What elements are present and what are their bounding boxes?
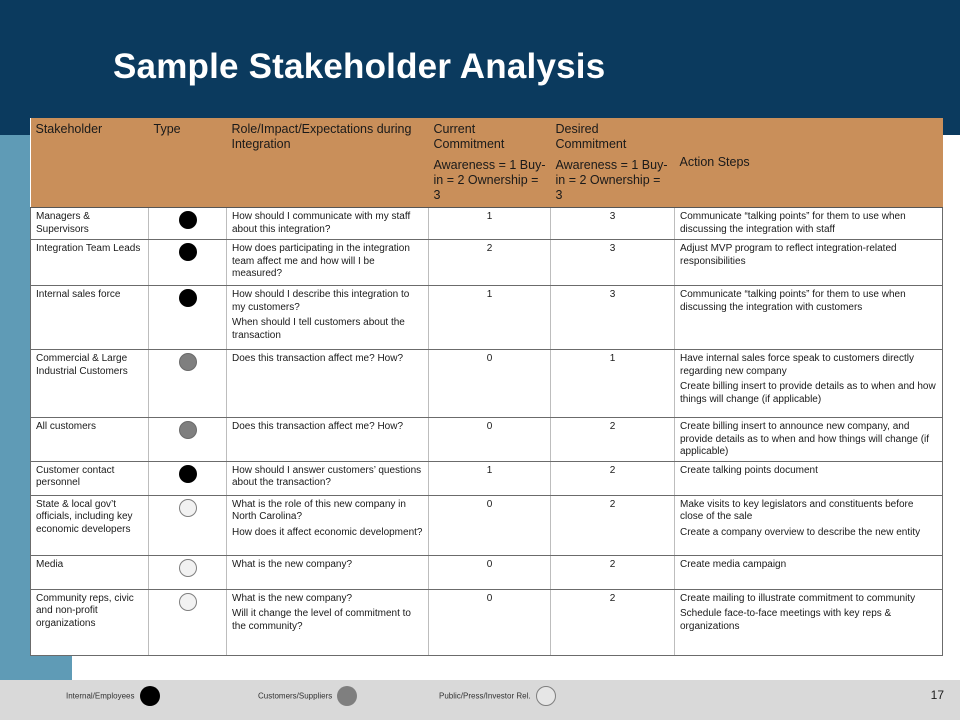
role-text: What is the role of this new company in North Carolina? xyxy=(232,498,406,522)
desired-commitment-cell: 2 xyxy=(551,555,675,589)
table-row xyxy=(31,461,943,495)
header-current-scale: Awareness = 1 Buy-in = 2 Ownership = 3 xyxy=(433,158,546,202)
table-row xyxy=(31,240,943,286)
header-desired-commitment xyxy=(551,118,675,208)
action-text: Create talking points document xyxy=(680,464,818,476)
legend-customer-label: Customers/Suppliers xyxy=(258,691,333,701)
action-text: Create billing insert to provide details as to when and how things will change (if applicable) xyxy=(680,381,936,405)
stakeholder-table xyxy=(30,118,943,656)
current-commitment-cell: 0 xyxy=(429,555,551,589)
desired-commitment-cell: 3 xyxy=(551,208,675,240)
current-commitment-cell: 0 xyxy=(429,350,551,418)
table-row xyxy=(31,418,943,462)
header-type: Type xyxy=(149,118,227,208)
public-circle-icon xyxy=(179,559,197,577)
legend-public-label: Public/Press/Investor Rel. xyxy=(439,691,531,701)
desired-commitment-cell: 3 xyxy=(551,240,675,286)
current-commitment-cell: 1 xyxy=(429,461,551,495)
action-text: Communicate “talking points” for them to use when discussing the integration with customers xyxy=(680,289,906,313)
legend-internal-label: Internal/Employees xyxy=(66,691,135,701)
role-text: How does participating in the integration team affect me and how will I be measured? xyxy=(232,243,410,279)
stakeholder-cell: Managers & Supervisors xyxy=(31,208,149,240)
desired-commitment-cell: 2 xyxy=(551,461,675,495)
action-steps-cell xyxy=(675,555,943,589)
action-steps-cell xyxy=(675,495,943,555)
header-desired-label: Desired Commitment xyxy=(555,122,627,151)
desired-commitment-cell: 2 xyxy=(551,418,675,462)
header-current-commitment xyxy=(429,118,551,208)
internal-circle-icon xyxy=(179,243,197,261)
stakeholder-cell: Commercial & Large Industrial Customers xyxy=(31,350,149,418)
current-commitment-cell: 0 xyxy=(429,589,551,655)
stakeholder-cell: Customer contact personnel xyxy=(31,461,149,495)
current-commitment-cell: 0 xyxy=(429,495,551,555)
role-cell xyxy=(227,589,429,655)
left-band-top xyxy=(0,0,72,135)
legend-public xyxy=(439,686,556,706)
customer-circle-icon xyxy=(179,353,197,371)
header-role: Role/Impact/Expectations during Integration xyxy=(227,118,429,208)
action-steps-cell xyxy=(675,208,943,240)
role-text: What is the new company? xyxy=(232,592,353,604)
action-text: Make visits to key legislators and constituents before close of the sale xyxy=(680,498,914,522)
type-cell xyxy=(149,495,227,555)
internal-circle-icon xyxy=(179,465,197,483)
header-desired-scale: Awareness = 1 Buy-in = 2 Ownership = 3 xyxy=(555,158,668,202)
action-steps-cell xyxy=(675,461,943,495)
public-circle-icon xyxy=(179,499,197,517)
action-text: Have internal sales force speak to customers directly regarding new company xyxy=(680,353,914,377)
action-text: Schedule face-to-face meetings with key reps & organizations xyxy=(680,608,892,632)
header-stakeholder: Stakeholder xyxy=(31,118,149,208)
type-cell xyxy=(149,286,227,350)
action-steps-cell xyxy=(675,286,943,350)
current-commitment-cell: 1 xyxy=(429,286,551,350)
role-text: Does this transaction affect me? How? xyxy=(232,421,404,432)
role-text: How does it affect economic development? xyxy=(232,526,423,538)
table-header-row xyxy=(31,118,943,208)
page-title: Sample Stakeholder Analysis xyxy=(113,47,606,86)
header-action-steps: Action Steps xyxy=(675,118,943,208)
public-circle-icon xyxy=(179,593,197,611)
stakeholder-cell: Integration Team Leads xyxy=(31,240,149,286)
role-cell xyxy=(227,495,429,555)
role-text: When should I tell customers about the transaction xyxy=(232,317,405,341)
action-text: Adjust MVP program to reflect integration-related responsibilities xyxy=(680,243,897,267)
action-steps-cell xyxy=(675,240,943,286)
type-cell xyxy=(149,418,227,462)
header-current-label: Current Commitment xyxy=(433,122,505,151)
action-steps-cell xyxy=(675,589,943,655)
type-cell xyxy=(149,208,227,240)
role-cell xyxy=(227,418,429,462)
table-row xyxy=(31,286,943,350)
internal-circle-icon xyxy=(179,289,197,307)
role-cell xyxy=(227,208,429,240)
internal-circle-icon xyxy=(179,211,197,229)
current-commitment-cell: 1 xyxy=(429,208,551,240)
type-cell xyxy=(149,350,227,418)
table-row xyxy=(31,589,943,655)
type-cell xyxy=(149,240,227,286)
customer-circle-icon xyxy=(337,686,357,706)
legend-internal xyxy=(66,686,160,706)
desired-commitment-cell: 3 xyxy=(551,286,675,350)
current-commitment-cell: 2 xyxy=(429,240,551,286)
action-text: Communicate “talking points” for them to use when discussing the integration with staff xyxy=(680,211,906,235)
table-row xyxy=(31,495,943,555)
legend-customer xyxy=(258,686,357,706)
table-body xyxy=(31,208,943,656)
role-text: How should I describe this integration to my customers? xyxy=(232,289,410,313)
type-cell xyxy=(149,461,227,495)
desired-commitment-cell: 1 xyxy=(551,350,675,418)
role-text: How should I answer customers’ questions about the transaction? xyxy=(232,464,422,488)
role-text: How should I communicate with my staff about this integration? xyxy=(232,211,411,235)
stakeholder-cell: Internal sales force xyxy=(31,286,149,350)
role-cell xyxy=(227,286,429,350)
table-row xyxy=(31,350,943,418)
type-cell xyxy=(149,555,227,589)
role-cell xyxy=(227,461,429,495)
stakeholder-cell: State & local gov’t officials, including key economic developers xyxy=(31,495,149,555)
type-cell xyxy=(149,589,227,655)
internal-circle-icon xyxy=(140,686,160,706)
current-commitment-cell: 0 xyxy=(429,418,551,462)
stakeholder-cell: Community reps, civic and non-profit organizations xyxy=(31,589,149,655)
action-steps-cell xyxy=(675,418,943,462)
customer-circle-icon xyxy=(179,421,197,439)
role-cell xyxy=(227,240,429,286)
action-text: Create mailing to illustrate commitment to community xyxy=(680,592,916,604)
stakeholder-cell: Media xyxy=(31,555,149,589)
action-text: Create media campaign xyxy=(680,558,787,570)
role-text: Does this transaction affect me? How? xyxy=(232,353,404,364)
role-cell xyxy=(227,350,429,418)
table-row xyxy=(31,208,943,240)
role-cell xyxy=(227,555,429,589)
action-text: Create billing insert to announce new company, and provide details as to when and how things will change (if applicable) xyxy=(680,421,930,457)
action-text: Create a company overview to describe the new entity xyxy=(680,526,921,538)
role-text: Will it change the level of commitment to the community? xyxy=(232,608,411,632)
public-circle-icon xyxy=(536,686,556,706)
page-number: 17 xyxy=(930,688,944,702)
desired-commitment-cell: 2 xyxy=(551,495,675,555)
action-steps-cell xyxy=(675,350,943,418)
stakeholder-cell: All customers xyxy=(31,418,149,462)
desired-commitment-cell: 2 xyxy=(551,589,675,655)
role-text: What is the new company? xyxy=(232,558,353,570)
table-row xyxy=(31,555,943,589)
